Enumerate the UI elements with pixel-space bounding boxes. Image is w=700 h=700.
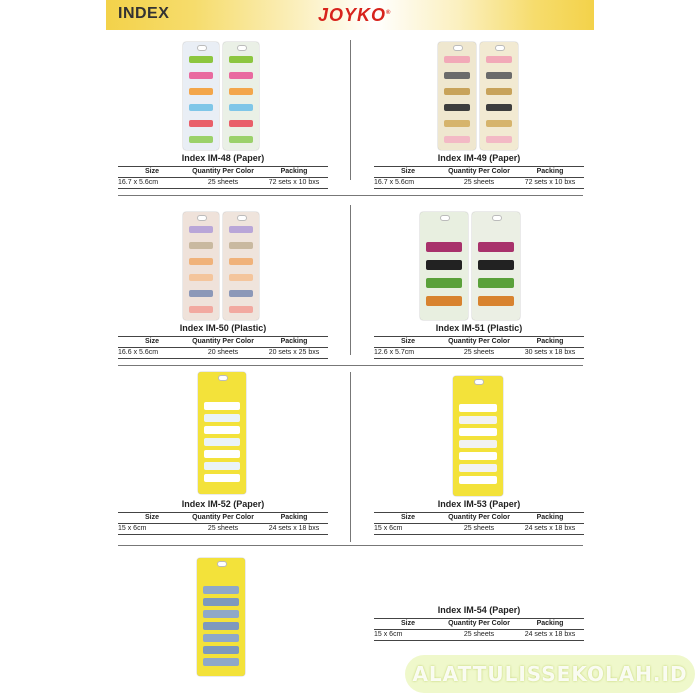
- size-value: 12.6 x 5.7cm: [374, 349, 415, 356]
- packing-header: Packing: [536, 168, 564, 175]
- product-image-im54: [197, 558, 245, 676]
- product-image-im53: [453, 376, 503, 496]
- row-divider-3: [118, 545, 583, 546]
- packing-header: Packing: [280, 168, 308, 175]
- column-divider-1: [350, 40, 351, 180]
- brand-name: JOYKO: [318, 5, 387, 25]
- qty-value: 25 sheets: [463, 525, 495, 532]
- product-image-im48-b: [223, 42, 259, 150]
- product-image-im50-a: [183, 212, 219, 320]
- product-title: Index IM-52 (Paper): [181, 499, 265, 509]
- qty-header: Quantity Per Color: [448, 338, 510, 345]
- table-rule: [374, 188, 584, 189]
- column-divider-3: [350, 372, 351, 542]
- packing-header: Packing: [536, 514, 564, 521]
- packing-value: 24 sets x 18 bxs: [268, 525, 320, 532]
- qty-header: Quantity Per Color: [192, 338, 254, 345]
- qty-value: 20 sheets: [207, 349, 239, 356]
- table-rule: [118, 166, 328, 167]
- product-title: Index IM-49 (Paper): [437, 153, 521, 163]
- qty-value: 25 sheets: [207, 179, 239, 186]
- table-rule: [374, 177, 584, 178]
- packing-header: Packing: [280, 338, 308, 345]
- product-image-im52: [198, 372, 246, 494]
- table-rule: [374, 618, 584, 619]
- packing-header: Packing: [536, 620, 564, 627]
- row-divider-2: [118, 365, 583, 366]
- table-rule: [118, 188, 328, 189]
- table-rule: [374, 347, 584, 348]
- product-image-im51-a: [420, 212, 468, 320]
- column-divider-2: [350, 205, 351, 355]
- table-rule: [374, 523, 584, 524]
- size-header: Size: [400, 168, 415, 175]
- table-rule: [374, 512, 584, 513]
- table-rule: [374, 640, 584, 641]
- table-rule: [118, 512, 328, 513]
- packing-value: 72 sets x 10 bxs: [524, 179, 576, 186]
- qty-value: 25 sheets: [463, 631, 495, 638]
- qty-header: Quantity Per Color: [192, 514, 254, 521]
- table-rule: [118, 336, 328, 337]
- product-title: Index IM-53 (Paper): [437, 499, 521, 509]
- packing-header: Packing: [280, 514, 308, 521]
- product-image-im49-a: [438, 42, 476, 150]
- product-image-im49-b: [480, 42, 518, 150]
- table-rule: [118, 347, 328, 348]
- size-value: 15 x 6cm: [374, 525, 403, 532]
- size-header: Size: [400, 620, 415, 627]
- table-rule: [118, 358, 328, 359]
- table-rule: [118, 534, 328, 535]
- brand-logo: [318, 5, 391, 26]
- product-title: Index IM-54 (Paper): [437, 605, 521, 615]
- size-value: 16.6 x 5.6cm: [118, 349, 159, 356]
- qty-value: 25 sheets: [463, 349, 495, 356]
- table-rule: [118, 177, 328, 178]
- size-header: Size: [144, 514, 159, 521]
- packing-value: 30 sets x 18 bxs: [524, 349, 576, 356]
- product-title: Index IM-50 (Plastic): [179, 323, 267, 333]
- qty-header: Quantity Per Color: [192, 168, 254, 175]
- qty-header: Quantity Per Color: [448, 514, 510, 521]
- product-title: Index IM-51 (Plastic): [435, 323, 523, 333]
- qty-header: Quantity Per Color: [448, 620, 510, 627]
- brand-mark: ®: [386, 10, 392, 16]
- packing-value: 72 sets x 10 bxs: [268, 179, 320, 186]
- table-rule: [118, 523, 328, 524]
- size-header: Size: [144, 338, 159, 345]
- size-value: 16.7 x 5.6cm: [374, 179, 415, 186]
- table-rule: [374, 358, 584, 359]
- table-rule: [374, 534, 584, 535]
- watermark: ALATTULISSEKOLAH.ID: [405, 655, 695, 693]
- size-header: Size: [144, 168, 159, 175]
- product-image-im50-b: [223, 212, 259, 320]
- packing-value: 20 sets x 25 bxs: [268, 349, 320, 356]
- size-value: 15 x 6cm: [374, 631, 403, 638]
- size-value: 15 x 6cm: [118, 525, 147, 532]
- table-rule: [374, 166, 584, 167]
- table-rule: [374, 336, 584, 337]
- size-header: Size: [400, 338, 415, 345]
- row-divider-1: [118, 195, 583, 196]
- product-image-im48-a: [183, 42, 219, 150]
- qty-value: 25 sheets: [207, 525, 239, 532]
- product-title: Index IM-48 (Paper): [181, 153, 265, 163]
- page-title: INDEX: [118, 5, 170, 22]
- size-header: Size: [400, 514, 415, 521]
- packing-value: 24 sets x 18 bxs: [524, 631, 576, 638]
- packing-header: Packing: [536, 338, 564, 345]
- qty-value: 25 sheets: [463, 179, 495, 186]
- size-value: 16.7 x 5.6cm: [118, 179, 159, 186]
- qty-header: Quantity Per Color: [448, 168, 510, 175]
- product-image-im51-b: [472, 212, 520, 320]
- table-rule: [374, 629, 584, 630]
- packing-value: 24 sets x 18 bxs: [524, 525, 576, 532]
